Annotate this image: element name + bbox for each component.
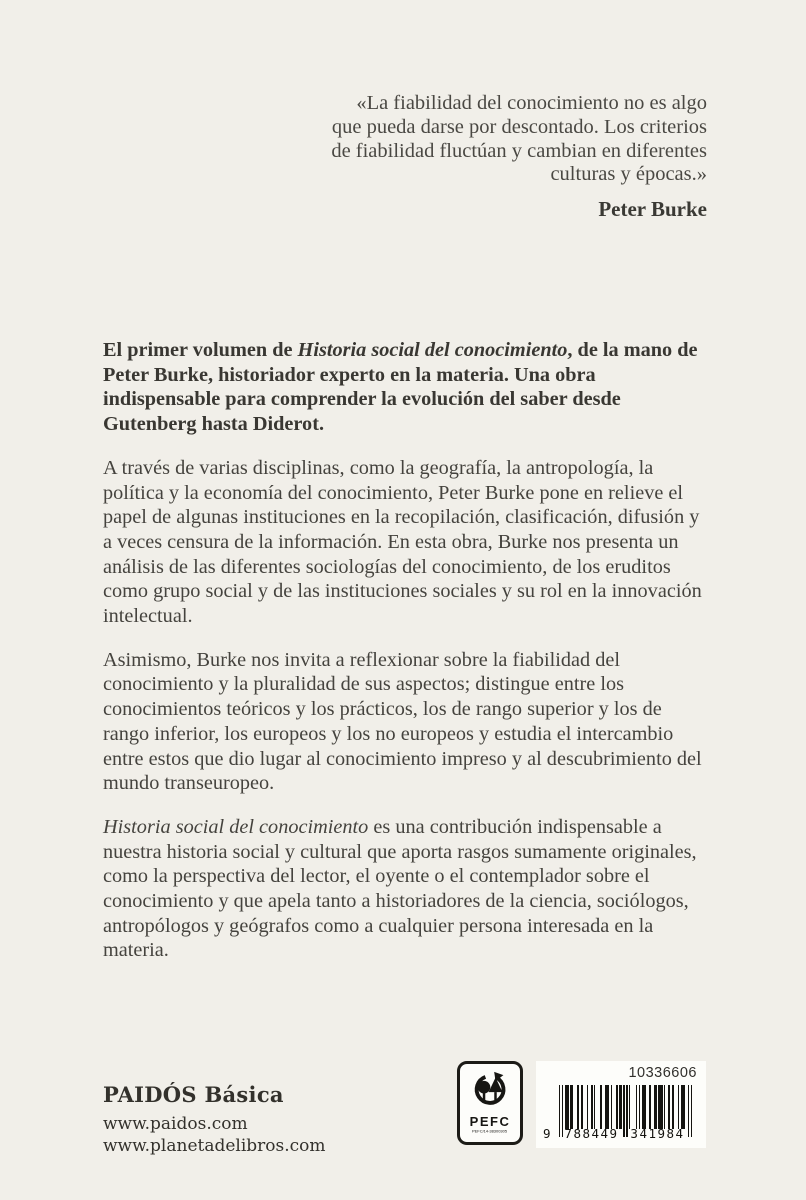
barcode-bar	[681, 1085, 685, 1129]
isbn-digit-group: 9	[543, 1126, 551, 1141]
paragraph-contribucion-rest: es una contribución indispensable a nuestra historia social y cultural que aporta rasgos sumamente originales, como la perspectiva del lector, el oyente o el contemplador sobre el conocimiento y que apela tanto a historiadores de la ciencia, sociólogos, antropólogos y geógrafos como a cualquier persona interesada en la materia.	[103, 815, 697, 962]
lead-post: , de la mano de Peter Burke, historiador experto en la materia. Una obra indispensable para comprender la evolución del saber desde Gutenberg hasta Diderot.	[103, 339, 698, 436]
barcode-bar	[591, 1085, 592, 1129]
barcode-bar	[654, 1085, 657, 1129]
barcode-bar	[639, 1085, 640, 1129]
barcode-panel	[536, 1061, 706, 1148]
quote-block	[267, 92, 707, 222]
book-title-italic: Historia social del conocimiento	[103, 815, 369, 838]
quote-text	[267, 92, 707, 187]
barcode-bar	[587, 1085, 588, 1129]
quote-line: «La fiabilidad del conocimiento no es algo	[356, 92, 707, 114]
barcode-bar	[565, 1085, 569, 1129]
isbn-digits	[536, 1126, 706, 1141]
publisher-imprint: PAIDÓS Básica	[103, 1082, 284, 1107]
barcode-bar	[577, 1085, 578, 1129]
lead-pre: El primer volumen de	[103, 339, 298, 361]
paragraph-disciplines: A través de varias disciplinas, como la geografía, la antropología, la política y la economía del conocimiento, Peter Burke pone en relieve el papel de algunas instituciones en la recopilación, clasificación, difusión y a veces censura de la información. En esta obra, Burke nos presenta un análisis de las diferentes sociologías del conocimiento, de los eruditos como grupo social y de las instituciones sociales y su rol en la innovación intelectual.	[103, 456, 702, 628]
barcode-bar	[611, 1085, 612, 1129]
barcode-bar	[600, 1085, 603, 1129]
isbn-digit-group: 788449	[564, 1126, 619, 1141]
book-title-italic: Historia social del conocimiento	[297, 339, 568, 361]
barcode-bar	[616, 1085, 617, 1129]
barcode-bar	[594, 1085, 595, 1129]
barcode-bar	[581, 1085, 582, 1129]
lead-paragraph	[103, 338, 708, 437]
barcode-bar	[678, 1085, 679, 1129]
barcode-bar	[664, 1085, 665, 1129]
publisher-block	[103, 1082, 326, 1157]
publisher-url-planetadelibros: www.planetadelibros.com	[103, 1135, 326, 1156]
barcode-bar	[605, 1085, 609, 1129]
quote-line: culturas y épocas.»	[550, 163, 707, 186]
barcode-bar	[636, 1085, 637, 1129]
quote-author: Peter Burke	[598, 197, 707, 222]
publisher-url-paidos: www.paidos.com	[103, 1114, 248, 1134]
pefc-license-code: PEFC/14-38300305	[472, 1129, 508, 1134]
barcode-bar	[649, 1085, 652, 1129]
pefc-certification-badge	[457, 1061, 523, 1145]
pefc-label: PEFC	[469, 1113, 511, 1129]
barcode-bar	[629, 1085, 630, 1129]
sku-number: 10336606	[628, 1065, 697, 1081]
isbn-digit-group: 341984	[630, 1126, 685, 1141]
barcode-bar	[570, 1085, 573, 1129]
barcode-bar	[642, 1085, 646, 1129]
quote-line: de fiabilidad fluctúan y cambian en diferentes	[331, 139, 707, 162]
barcode-bar	[658, 1085, 662, 1129]
barcode-bar	[672, 1085, 673, 1129]
synopsis	[103, 338, 708, 982]
barcode-bar	[668, 1085, 669, 1129]
paragraph-contribucion	[103, 815, 708, 963]
barcode-bar	[619, 1085, 622, 1129]
quote-line: que pueda darse por descontado. Los criterios	[331, 115, 707, 138]
paragraph-fiabilidad: Asimismo, Burke nos invita a reflexionar sobre la fiabilidad del conocimiento y la pluralidad de sus aspectos; distingue entre los conocimientos teóricos y los prácticos, los de rango superior y los de rango inferior, los europeos y los no europeos y estudia el intercambio entre estos que dio lugar al conocimiento impreso y al descubrimiento del mundo transeuropeo.	[103, 648, 702, 795]
pefc-trees-icon	[469, 1071, 511, 1113]
